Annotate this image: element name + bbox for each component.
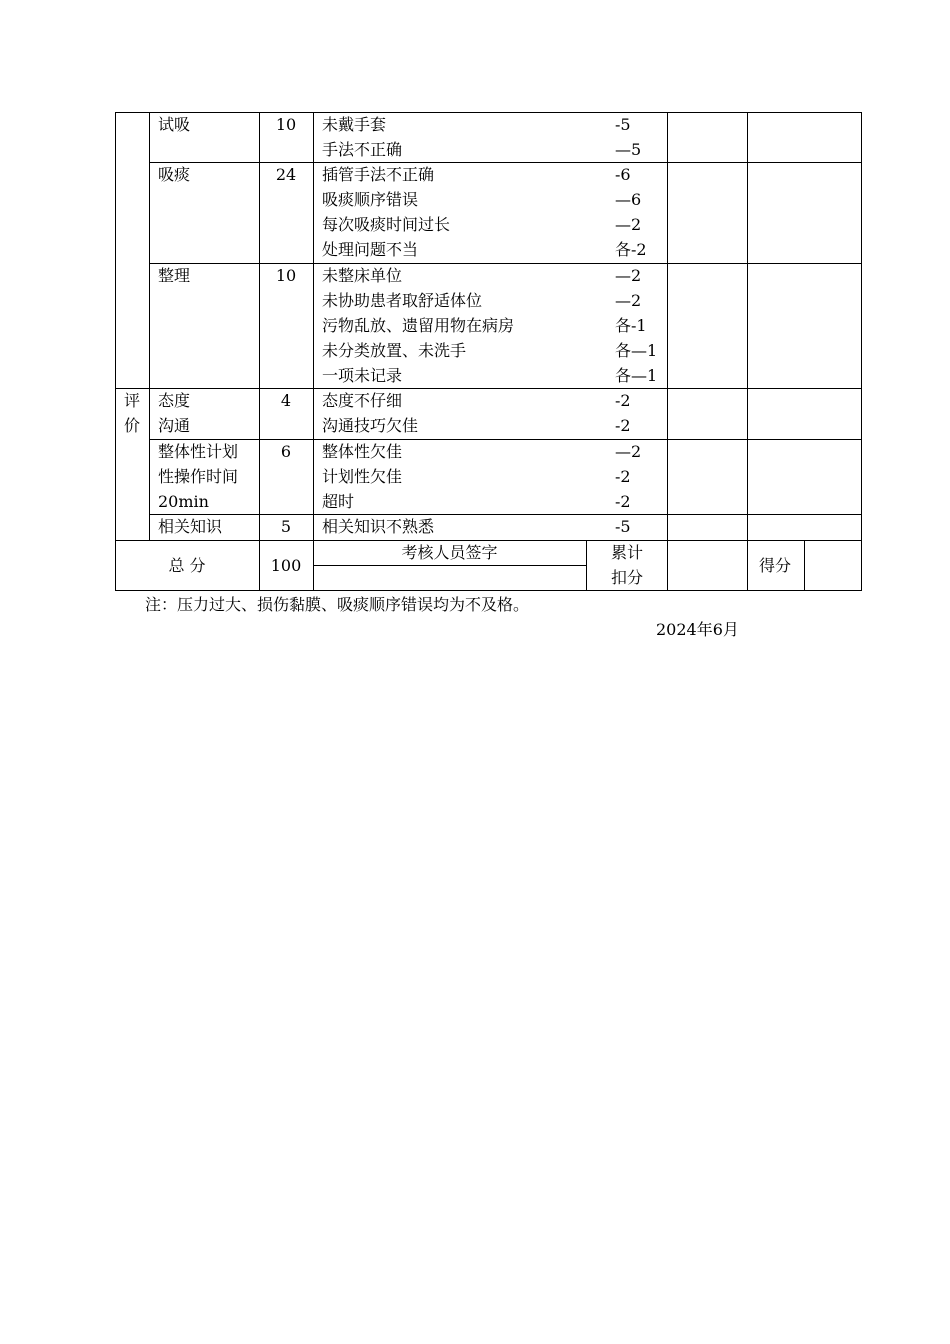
total-label: 总 分 (168, 556, 206, 575)
item-name: 20min (158, 492, 209, 511)
got-score-label: 得分 (759, 556, 792, 575)
deduction-text: 未戴手套 (322, 115, 387, 134)
item-score: 24 (275, 165, 297, 184)
deduction-points: —5 (615, 140, 642, 159)
deduction-points: 各—1 (615, 366, 658, 385)
item-name: 沟通 (158, 416, 191, 435)
item-name: 态度 (158, 391, 191, 410)
item-score: 10 (275, 266, 297, 285)
deduction-text: 手法不正确 (322, 140, 403, 159)
deduction-points: -2 (615, 416, 631, 435)
deduction-points: —2 (615, 266, 642, 285)
item-score: 4 (280, 391, 292, 410)
deduction-points: —2 (615, 442, 642, 461)
cumulative-label: 扣分 (611, 568, 644, 587)
scoring-table (115, 112, 862, 591)
deduction-points: 各—1 (615, 341, 658, 360)
deduction-text: 未协助患者取舒适体位 (322, 291, 483, 310)
cumulative-label: 累计 (611, 543, 644, 562)
section-label: 评 (123, 391, 140, 410)
section-label: 价 (123, 416, 140, 435)
deduction-points: 各-2 (615, 240, 647, 259)
deduction-text: 相关知识不熟悉 (322, 517, 435, 536)
deduction-points: -2 (615, 492, 631, 511)
signature-label: 考核人员签字 (401, 543, 498, 562)
deduction-points: —2 (615, 291, 642, 310)
table-grid-lines (115, 112, 862, 591)
deduction-text: 整体性欠佳 (322, 442, 403, 461)
total-score: 100 (270, 556, 302, 575)
deduction-points: -2 (615, 391, 631, 410)
item-score: 6 (280, 442, 292, 461)
deduction-points: —2 (615, 215, 642, 234)
document-date: 2024年6月 (656, 620, 739, 639)
deduction-text: 态度不仔细 (322, 391, 403, 410)
item-name: 吸痰 (158, 165, 191, 184)
deduction-text: 一项未记录 (322, 366, 403, 385)
deduction-points: -5 (615, 517, 631, 536)
deduction-text: 污物乱放、遗留用物在病房 (322, 316, 515, 335)
item-score: 5 (280, 517, 292, 536)
item-name: 整理 (158, 266, 191, 285)
deduction-points: -5 (615, 115, 631, 134)
item-score: 10 (275, 115, 297, 134)
deduction-text: 插管手法不正确 (322, 165, 435, 184)
deduction-text: 处理问题不当 (322, 240, 419, 259)
deduction-text: 每次吸痰时间过长 (322, 215, 451, 234)
deduction-points: —6 (615, 190, 642, 209)
deduction-text: 吸痰顺序错误 (322, 190, 419, 209)
deduction-text: 超时 (322, 492, 355, 511)
deduction-text: 计划性欠佳 (322, 467, 403, 486)
deduction-text: 未整床单位 (322, 266, 403, 285)
item-name: 试吸 (158, 115, 191, 134)
deduction-points: -2 (615, 467, 631, 486)
deduction-points: 各-1 (615, 316, 647, 335)
deduction-points: -6 (615, 165, 631, 184)
item-name: 整体性计划 (158, 442, 239, 461)
item-name: 性操作时间 (158, 467, 239, 486)
item-name: 相关知识 (158, 517, 223, 536)
deduction-text: 未分类放置、未洗手 (322, 341, 467, 360)
deduction-text: 沟通技巧欠佳 (322, 416, 419, 435)
footnote: 注：压力过大、损伤黏膜、吸痰顺序错误均为不及格。 (145, 595, 530, 614)
